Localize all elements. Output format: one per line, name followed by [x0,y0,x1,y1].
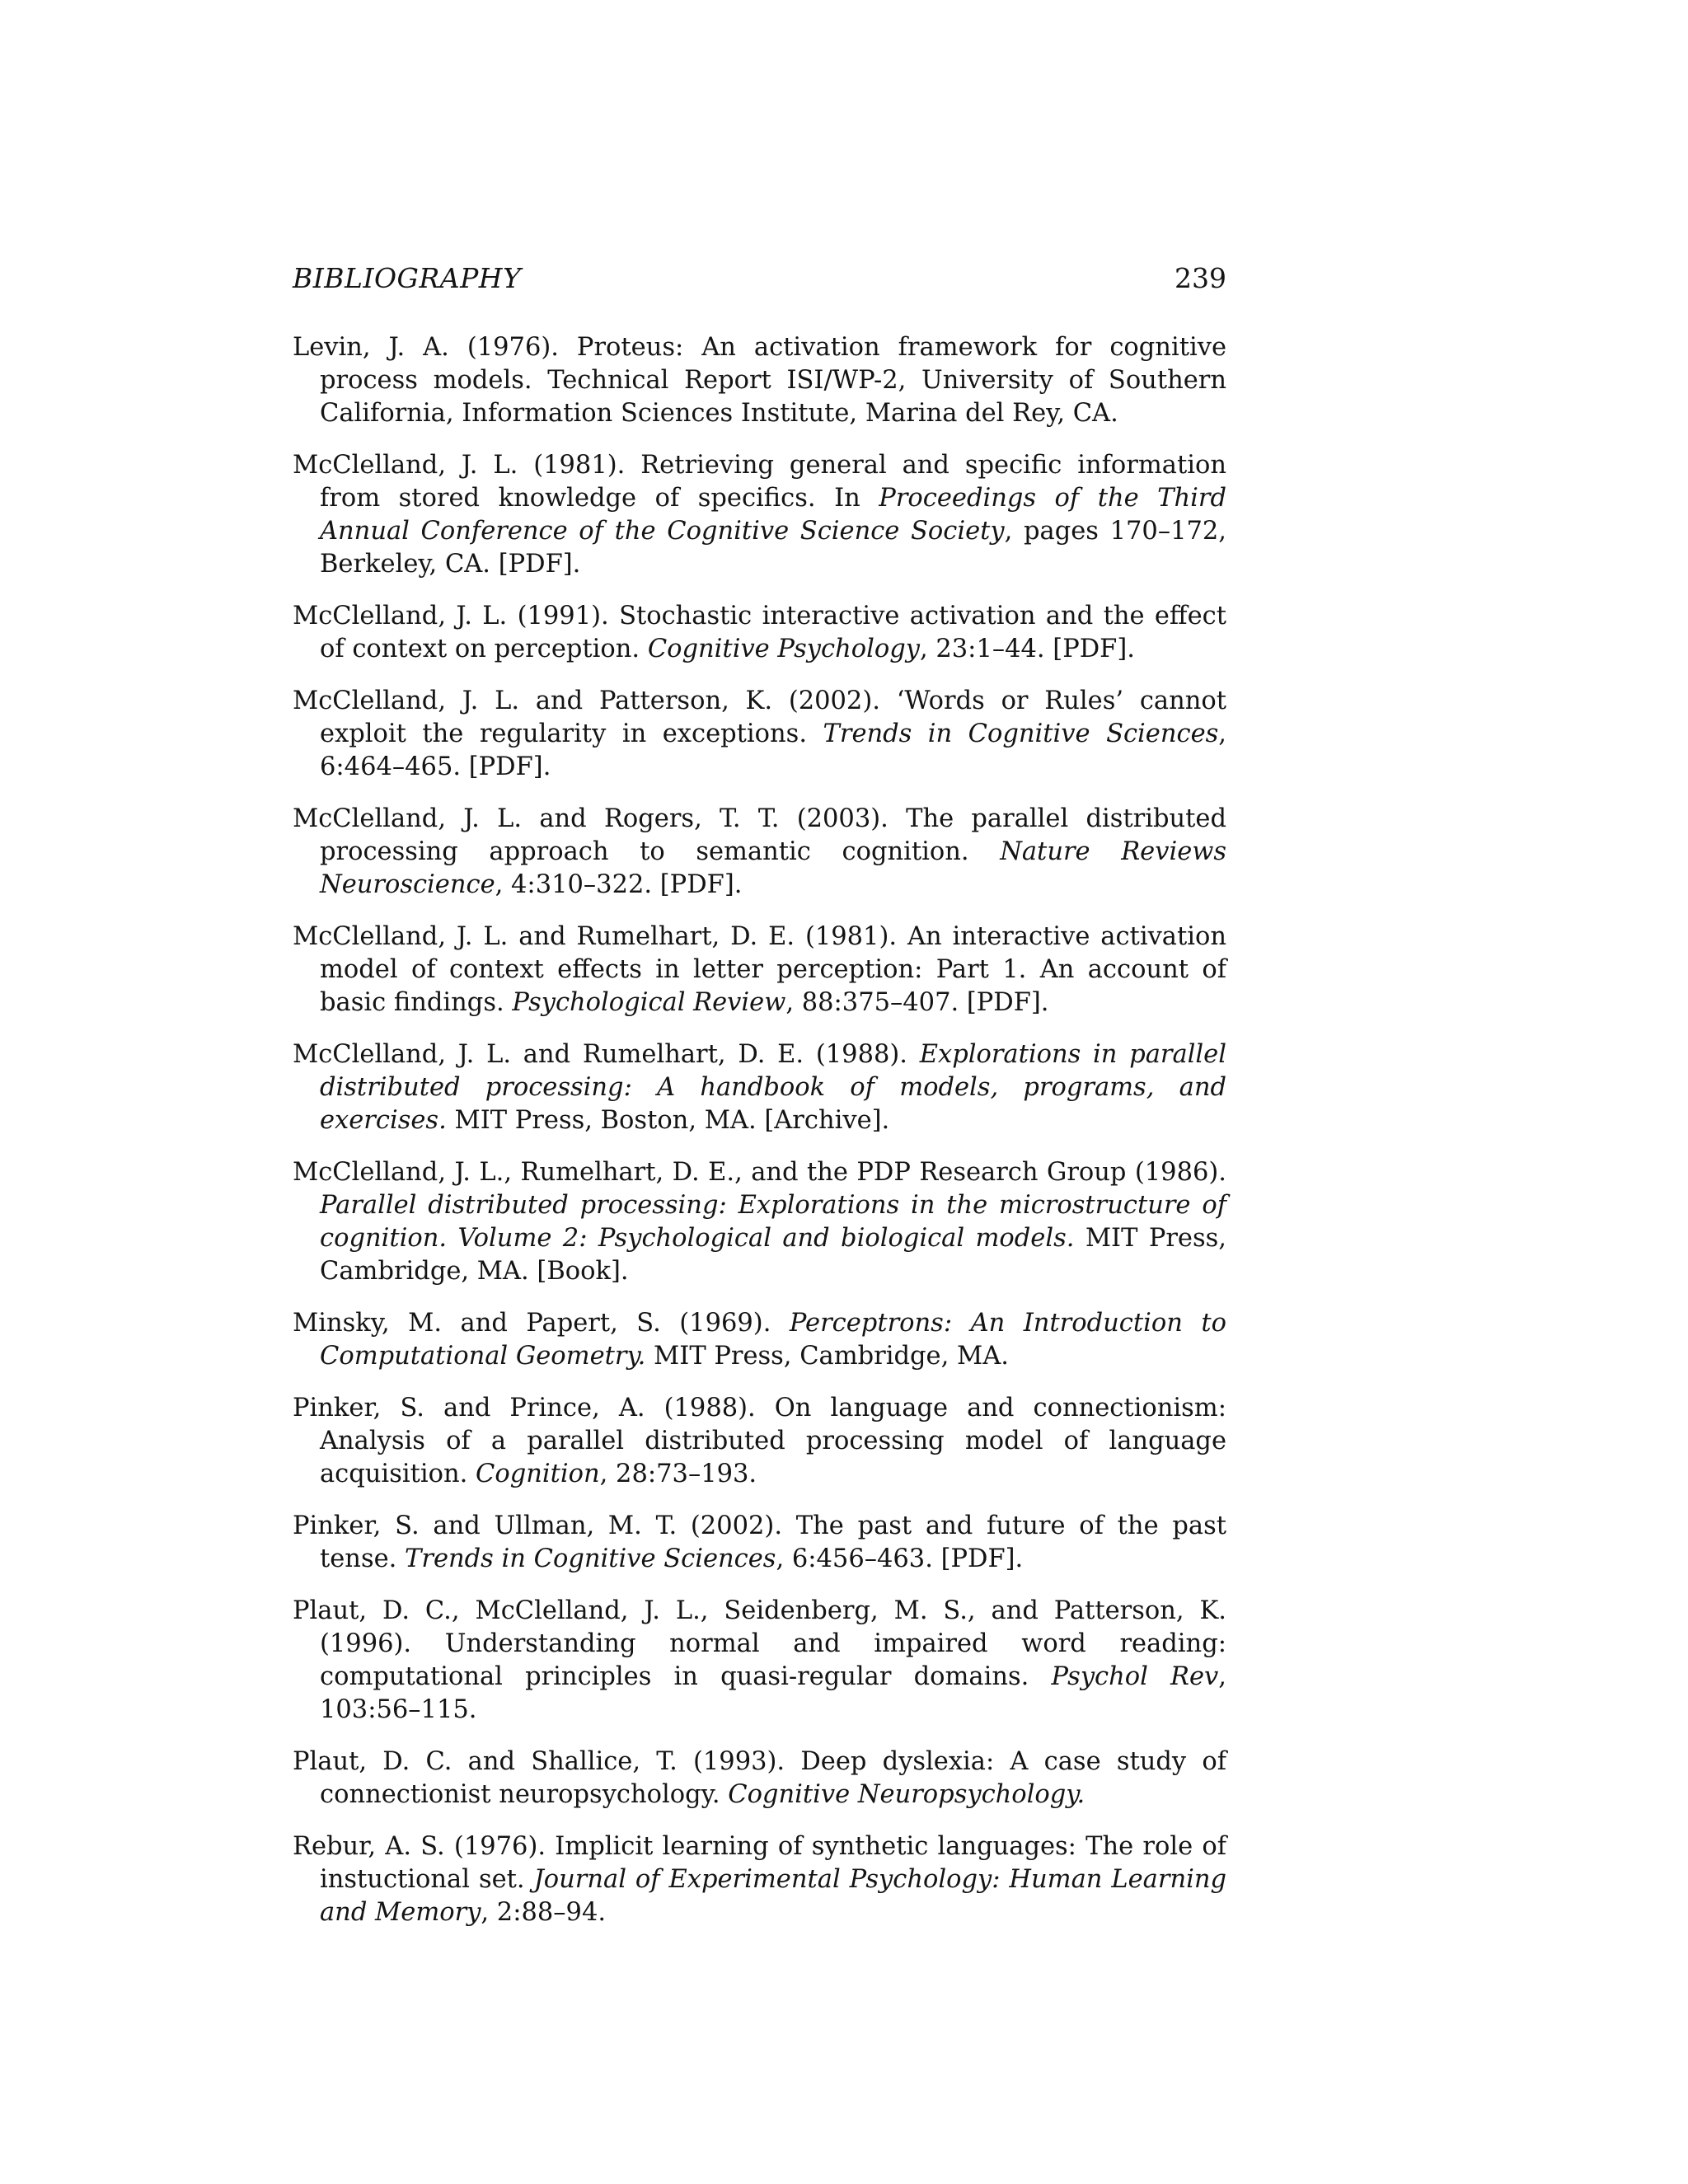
bib-entry-plaut-1996 [293,1595,1226,1727]
entry-venue: Trends in Cognitive Sciences [405,1544,776,1573]
entry-venue: Explorations in parallel distributed processing: A handbook of models, programs, and exercises. [320,1040,1226,1135]
entry-details: , pages 170–172, Berkeley, CA. [PDF]. [320,517,1226,579]
entry-venue: Cognition [476,1460,600,1488]
bib-entry-mcclelland-pdp-1986 [293,1156,1226,1288]
entry-details: MIT Press, Boston, MA. [Archive]. [446,1106,890,1135]
entry-text: Pinker, S. and Prince, A. (1988). On language and connectionism: Analysis of a parallel distributed processing model of language acquisition. [293,1394,1226,1488]
entry-text: McClelland, J. L., Rumelhart, D. E., and the PDP Research Group (1986). [293,1158,1226,1187]
entry-text: Rebur, A. S. (1976). Implicit learning of synthetic languages: The role of instuctional set. [293,1832,1226,1894]
entry-venue: Cognitive Psychology [647,635,920,663]
bib-entry-plaut-shallice-1993 [293,1746,1226,1811]
entry-venue: Journal of Experimental Psychology: Human Learning and Memory [320,1865,1227,1927]
entry-venue: Parallel distributed processing: Explorations in the microstructure of cognition. Volume 2: Psychological and biological models. [320,1191,1226,1253]
page-number: 239 [1175,262,1226,294]
bib-entry-pinker-ullman-2002 [293,1510,1226,1576]
bib-entry-pinker-prince-1988 [293,1392,1226,1491]
bibliography-list [293,331,1226,1929]
entry-venue: Cognitive Neuropsychology. [728,1780,1085,1809]
entry-details: MIT Press, Cambridge, MA. [Book]. [320,1224,1226,1286]
bib-entry-mcclelland-rumelhart-1988 [293,1038,1226,1137]
entry-text: McClelland, J. L. and Rumelhart, D. E. (1981). An interactive activation model of context effects in letter perception: Part 1. An account of basic findings. [293,922,1226,1017]
entry-text: Plaut, D. C. and Shallice, T. (1993). Deep dyslexia: A case study of connectionist neuropsychology. [293,1747,1226,1809]
entry-details: , 6:464–465. [PDF]. [320,719,1226,781]
entry-details: , 88:375–407. [PDF]. [785,988,1049,1017]
entry-venue: Proceedings of the Third Annual Conference of the Cognitive Science Society [320,484,1227,546]
entry-venue: Perceptrons: An Introduction to Computational Geometry. [320,1309,1226,1371]
bib-entry-levin-1976 [293,331,1226,430]
bib-entry-mcclelland-rogers-2003 [293,803,1226,902]
bib-entry-rebur-1976 [293,1830,1226,1929]
bib-entry-minsky-papert-1969 [293,1307,1226,1373]
entry-venue: Nature Reviews Neuroscience [320,837,1227,899]
entry-text: Plaut, D. C., McClelland, J. L., Seidenberg, M. S., and Patterson, K. (1996). Understanding normal and impaired word reading: computational principles in quasi-regular domains. [293,1596,1226,1691]
entry-text: Levin, J. A. (1976). Proteus: An activation framework for cognitive process models. Technical Report ISI/WP-2, University of Southern California, Information Sciences Institute, Marina del Rey, CA. [293,333,1226,428]
bib-entry-mcclelland-patterson-2002 [293,685,1226,784]
running-header [293,262,1226,295]
entry-details: , 23:1–44. [PDF]. [919,635,1135,663]
entry-text: McClelland, J. L. and Patterson, K. (2002). ‘Words or Rules’ cannot exploit the regularity in exceptions. [293,687,1226,748]
entry-details: , 28:73–193. [599,1460,757,1488]
entry-text: McClelland, J. L. (1981). Retrieving general and specific information from stored knowledge of specifics. In [293,451,1226,513]
entry-details: MIT Press, Cambridge, MA. [645,1342,1009,1371]
entry-details: , 2:88–94. [481,1898,607,1927]
entry-text: McClelland, J. L. and Rumelhart, D. E. (1988). [293,1040,920,1069]
entry-venue: Psychol Rev [1051,1662,1219,1691]
entry-details: , 6:456–463. [PDF]. [776,1544,1024,1573]
running-title: BIBLIOGRAPHY [293,262,522,294]
entry-details: , 103:56–115. [320,1662,1226,1724]
entry-text: Pinker, S. and Ullman, M. T. (2002). The past and future of the past tense. [293,1511,1226,1573]
entry-details: , 4:310–322. [PDF]. [495,870,743,899]
entry-text: Minsky, M. and Papert, S. (1969). [293,1309,790,1338]
entry-text: McClelland, J. L. (1991). Stochastic interactive activation and the effect of context on perception. [293,602,1226,663]
bibliography-page [293,262,1226,1948]
bib-entry-mcclelland-1981 [293,449,1226,581]
bib-entry-mcclelland-1991 [293,600,1226,666]
entry-venue: Psychological Review [512,988,786,1017]
bib-entry-mcclelland-rumelhart-1981 [293,921,1226,1019]
entry-text: McClelland, J. L. and Rogers, T. T. (2003). The parallel distributed processing approach to semantic cognition. [293,804,1226,866]
entry-venue: Trends in Cognitive Sciences [823,719,1219,748]
